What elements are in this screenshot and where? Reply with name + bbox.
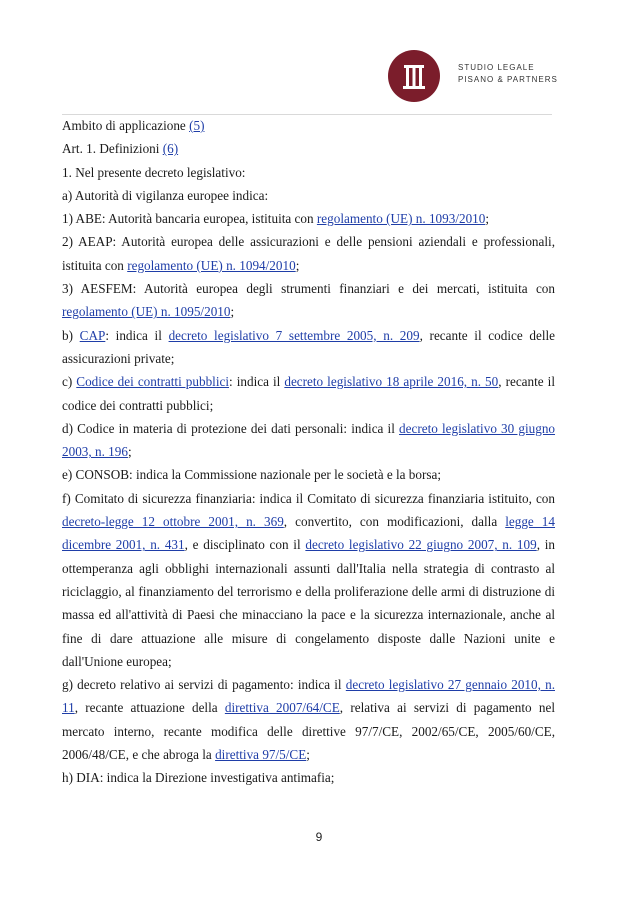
document-body [62, 114, 555, 790]
paragraph [62, 370, 555, 417]
paragraph-text: , in ottemperanza agli obblighi internazionali assunti dall'Italia nella strategia di contrasto al riciclaggio, al finanziamento del terrorismo e della proliferazione delle armi di distruzione di massa ed all'attività di Paesi che minacciano la pace e la sicurezza internazionale, anche al fine di dare attuazione alle misure di congelamento disposte dalle Nazioni unite e dall'Unione europea; [62, 537, 556, 669]
reference-link[interactable]: regolamento (UE) n. 1093/2010 [316, 211, 486, 227]
paragraph [62, 184, 555, 207]
firm-name-line: PISANO & PARTNERS [458, 75, 558, 84]
paragraph-text: ; [306, 747, 310, 763]
paragraph-text: , recante attuazione della [74, 700, 225, 716]
paragraph-text: 2) AEAP: Autorità europea delle assicurazioni e delle pensioni aziendali e professionali, istituita con [62, 234, 555, 273]
reference-link[interactable]: direttiva 2007/64/CE [224, 700, 340, 716]
reference-link[interactable]: (5) [189, 118, 205, 133]
paragraph-text: ; [485, 211, 490, 227]
paragraph-text: : indica il [105, 327, 169, 343]
column-emblem-icon [388, 50, 440, 102]
page-number: 9 [315, 830, 323, 844]
paragraph-text: g) decreto relativo ai servizi di pagamento: indica il [62, 677, 346, 693]
reference-link[interactable]: CAP [79, 327, 106, 343]
paragraph-text: , recante il codice delle assicurazioni private; [62, 327, 556, 366]
paragraph-text: ; [295, 257, 300, 273]
paragraph-text: ; [127, 444, 132, 460]
paragraph [62, 487, 555, 673]
paragraph [62, 137, 555, 160]
paragraph [62, 277, 555, 324]
reference-link[interactable]: decreto legislativo 7 settembre 2005, n. 209 [168, 327, 420, 343]
paragraph [62, 324, 555, 371]
reference-link[interactable]: decreto legislativo 27 gennaio 2010, n. 11 [62, 677, 555, 716]
paragraph [62, 463, 555, 486]
paragraph-text: , convertito, con modificazioni, dalla [283, 514, 506, 530]
firm-name-line: STUDIO LEGALE [458, 63, 535, 72]
paragraph [62, 766, 555, 789]
paragraph [62, 207, 555, 230]
paragraph-text: c) [62, 374, 77, 390]
paragraph-text: h) DIA: indica la Direzione investigativa antimafia; [62, 770, 335, 786]
paragraph-text: : indica il [229, 374, 285, 390]
paragraph-text: a) Autorità di vigilanza europee indica: [62, 187, 269, 203]
firm-logo [388, 50, 558, 102]
paragraph [62, 114, 555, 137]
paragraph-text: 3) AESFEM: Autorità europea degli strumenti finanziari e dei mercati, istituita con [62, 281, 555, 297]
reference-link[interactable]: decreto legislativo 22 giugno 2007, n. 109 [305, 537, 537, 553]
paragraph-text: 1) ABE: Autorità bancaria europea, istituita con [62, 211, 317, 227]
paragraph-text: , e disciplinato con il [184, 537, 306, 553]
paragraph [62, 417, 555, 464]
reference-link[interactable]: legge 14 dicembre 2001, n. 431 [62, 514, 555, 553]
paragraph [62, 673, 555, 766]
paragraph-text: 1. Nel presente decreto legislativo: [62, 164, 246, 180]
reference-link[interactable]: Codice dei contratti pubblici [76, 374, 230, 390]
reference-link[interactable]: regolamento (UE) n. 1095/2010 [62, 304, 231, 320]
firm-name [458, 62, 558, 86]
paragraph-text: e) CONSOB: indica la Commissione nazionale per le società e la borsa; [62, 467, 442, 483]
reference-link[interactable]: regolamento (UE) n. 1094/2010 [127, 257, 296, 273]
paragraph-text: Ambito di applicazione [62, 118, 190, 133]
paragraph-text: , recante il codice dei contratti pubblici; [62, 374, 556, 413]
reference-link[interactable]: decreto legislativo 18 aprile 2016, n. 50 [284, 374, 499, 390]
paragraph-text: b) [62, 327, 80, 343]
paragraph-text: Art. 1. Definizioni [62, 141, 163, 157]
reference-link[interactable]: direttiva 97/5/CE [215, 747, 307, 763]
paragraph-text: , relativa ai servizi di pagamento nel mercato interno, recante modifica delle direttive 97/7/CE, 2002/65/CE, 2005/60/CE, 2006/48/CE, e che abroga la [62, 700, 555, 763]
paragraph-text: d) Codice in materia di protezione dei dati personali: indica il [62, 420, 400, 436]
reference-link[interactable]: (6) [162, 141, 179, 157]
paragraph-text: ; [230, 304, 235, 320]
paragraph [62, 161, 555, 184]
paragraph [62, 230, 555, 277]
reference-link[interactable]: decreto-legge 12 ottobre 2001, n. 369 [62, 514, 284, 530]
reference-link[interactable]: decreto legislativo 30 giugno 2003, n. 196 [62, 420, 556, 460]
paragraph-text: f) Comitato di sicurezza finanziaria: indica il Comitato di sicurezza finanziaria istituito, con [62, 490, 555, 506]
